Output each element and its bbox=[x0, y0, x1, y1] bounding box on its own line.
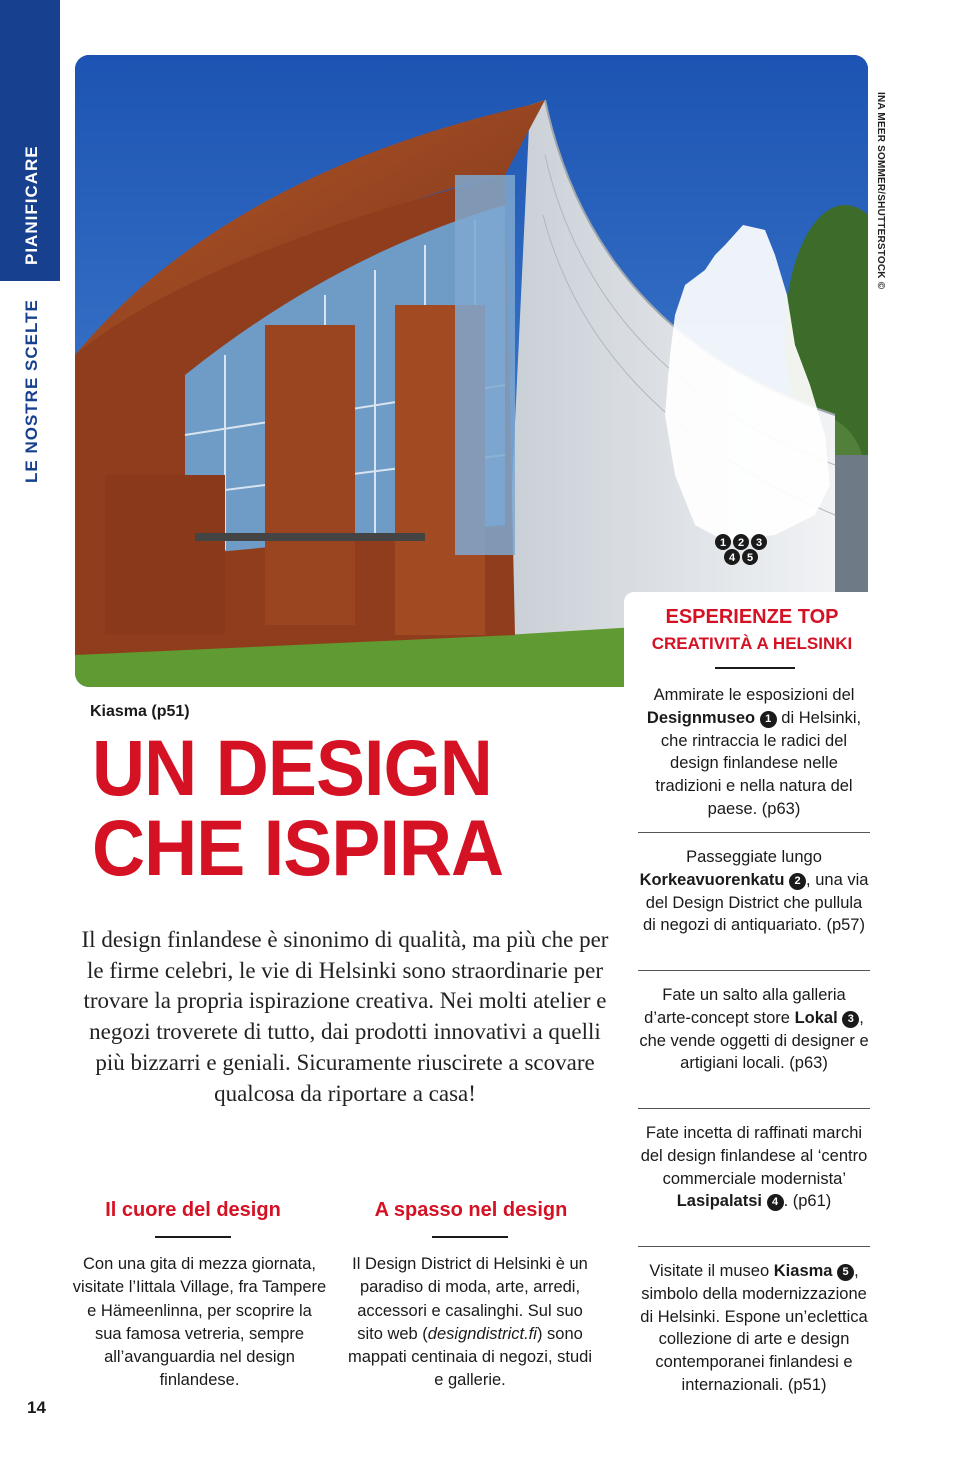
column-2-rule bbox=[432, 1236, 508, 1238]
number-2-icon: 2 bbox=[789, 873, 806, 890]
sidebar-divider bbox=[638, 970, 870, 971]
subsection-label: LE NOSTRE SCELTE bbox=[22, 299, 41, 483]
sidebar-divider bbox=[638, 1246, 870, 1247]
column-1-rule bbox=[155, 1236, 231, 1238]
sidebar-item-4: Fate incetta di raffinati marchi del design finlandese al ‘centro commerciale modernista’ Lasipalatsi 4 . (p61) bbox=[640, 1124, 868, 1211]
column-2-title: A spasso nel design bbox=[374, 1199, 568, 1221]
map-marker-3: 3 bbox=[755, 537, 763, 549]
sidebar-title: ESPERIENZE TOP bbox=[665, 606, 839, 628]
sidebar-divider bbox=[638, 832, 870, 833]
sidebar-item-1: Ammirate le esposizioni del Designmuseo 1 di Helsinki, che rintraccia le radici del design finlandese nelle tradizioni e nella natura del paese. (p63) bbox=[646, 686, 862, 818]
sidebar-item-5: Visitate il museo Kiasma 5 , simbolo della modernizzazione di Helsinki. Espone un’eclettica collezione di arte e design contemporanei finlandesi e internazionali. (p51) bbox=[640, 1262, 868, 1394]
column-1-title: Il cuore del design bbox=[105, 1199, 281, 1221]
sidebar-item-2: Passeggiate lungo Korkeavuorenkatu 2 , una via del Design District che pullula di negozi di antiquariato. (p57) bbox=[639, 848, 869, 935]
sidebar-subtitle: CREATIVITÀ A HELSINKI bbox=[651, 634, 853, 653]
photo-credit: INA MEER SOMMER/SHUTTERSTOCK © bbox=[875, 92, 886, 290]
page-title-line-1: UN DESIGN bbox=[92, 723, 492, 812]
number-1-icon: 1 bbox=[760, 711, 777, 728]
map-marker-4: 4 bbox=[728, 552, 736, 564]
column-1-body: Con una gita di mezza giornata, visitate l’Iittala Village, fra Tampere e Hämeenlinna, per scoprire la sua famosa vetreria, sempre all’avanguardia nel design finlandese. bbox=[72, 1255, 327, 1390]
page-title bbox=[92, 723, 576, 892]
intro-paragraph: Il design finlandese è sinonimo di qualità, ma più che per le firme celebri, le vie di Helsinki sono straordinarie per trovare la propria ispirazione creativa. Nei molti atelier e negozi troverete di tutto, dai prodotti innovativi a quelli più bizzarri e geniali. Sicuramente riuscirete a scovare qualcosa da riportare a casa! bbox=[81, 927, 609, 1106]
column-2-body: Il Design District di Helsinki è un paradiso di moda, arte, arredi, accessori e casalinghi. Sul suo sito web (designdistrict.fi) sono mappati centinaia di negozi, studi e gallerie. bbox=[348, 1255, 592, 1390]
map-marker-2: 2 bbox=[737, 537, 745, 549]
number-4-icon: 4 bbox=[767, 1194, 784, 1211]
page-title-line-2: CHE ISPIRA bbox=[92, 803, 504, 892]
sidebar-divider bbox=[638, 1108, 870, 1109]
page-number: 14 bbox=[27, 1398, 46, 1417]
map-marker-5: 5 bbox=[746, 552, 754, 564]
number-3-icon: 3 bbox=[842, 1011, 859, 1028]
section-tab-label: PIANIFICARE bbox=[22, 145, 41, 265]
map-marker-1: 1 bbox=[719, 537, 727, 549]
sidebar-item-3: Fate un salto alla galleria d’arte-concept store Lokal 3 , che vende oggetti di designer e artigiani locali. (p63) bbox=[639, 986, 869, 1073]
number-5-icon: 5 bbox=[837, 1264, 854, 1281]
photo-caption: Kiasma (p51) bbox=[90, 703, 190, 720]
sidebar-rule bbox=[715, 667, 795, 669]
